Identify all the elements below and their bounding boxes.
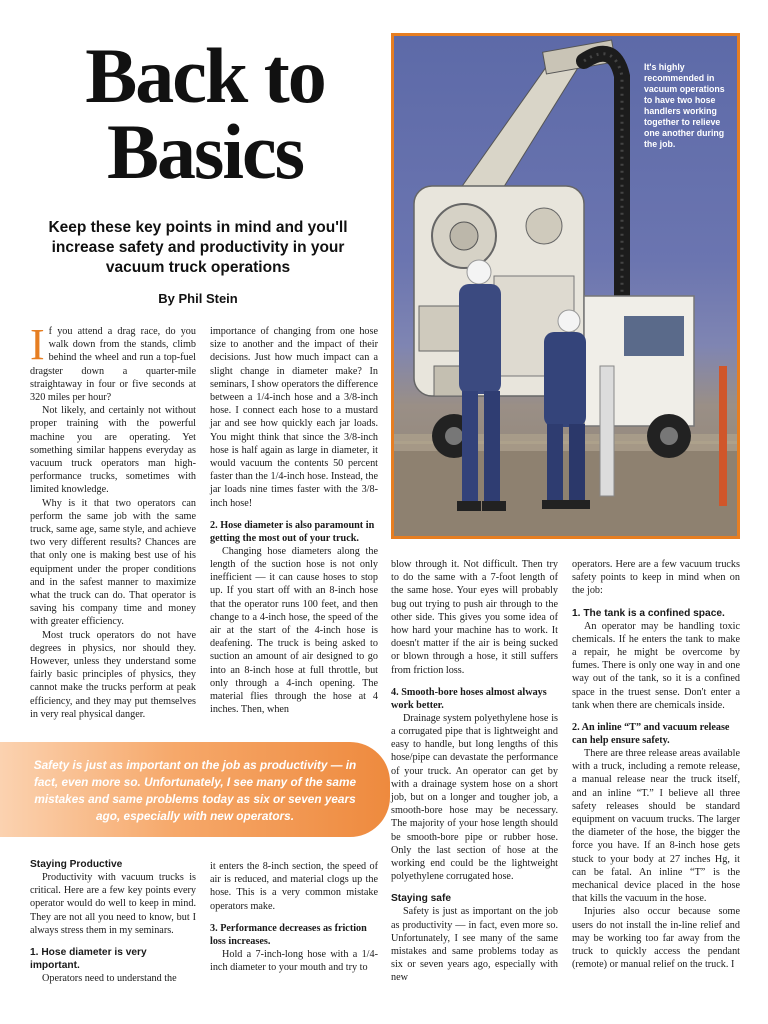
section-heading: 2. Hose diameter is also paramount in getting the most out of your truck.	[210, 519, 375, 544]
body-column-2	[210, 325, 378, 716]
paragraph: Drainage system polyethylene hose is a corrugated pipe that is lightweight and easy to handle, but long lengths of this hose/pipe can devastate the performance of your truck. An operator can get by with a drainage system hose on a short job, but on a longer and tougher job, a smooth-bore hose may be necessary. The majority of your hose length should be smooth-bore pipe or rubber hose. Only the last section of hose at the working end could be the lightweight polyethylene corrugated hose.	[391, 712, 558, 883]
paragraph: it enters the 8-inch section, the speed of air is reduced, and material clogs up the hose. This is a very common mistake operators make.	[210, 861, 378, 912]
paragraph: Productivity with vacuum trucks is critical. Here are a few key points every operator would do well to keep in mind. They are not all you need to know, but I always stress them in my seminars.	[30, 872, 196, 936]
article-subtitle: Keep these key points in mind and you'll increase safety and productivity in your vacuum truck operations	[48, 219, 348, 276]
section-heading: Staying Productive	[30, 859, 123, 870]
paragraph-text: f you attend a drag race, do you walk down from the stands, climb behind the wheel and run a top-fuel dragster down a quarter-mile straightaway in four or five seconds at 320 miles per hour?	[30, 326, 196, 404]
drop-cap: I	[30, 320, 45, 369]
paragraph: An operator may be handling toxic chemicals. If he enters the tank to make a repair, he might be overcome by fumes. There is only one way in and one way out of the tank, so it is a confined space in the truest sense. Don't enter a tank when there are chemicals inside.	[572, 620, 740, 711]
body-column-4	[572, 558, 740, 971]
paragraph: blow through it. Not difficult. Then try to do the same with a 7-foot length of the same hose. Your eyes will probably bug out trying to push air through to the other side. This gives you some idea of how hard your machine has to work. It doesn't matter if the air is being sucked or blown through a hose, it still suffers from friction loss.	[391, 559, 558, 676]
paragraph: Injuries also occur because some users do not install the in-line relief and may be working too far away from the truck to quickly access the pendant (remote) or manual relief on the truck. I	[572, 906, 740, 971]
article-title	[60, 32, 350, 195]
paragraph: There are three release areas available with a truck, including a remote release, a manual release near the truck itself, and an inline “T.” I believe all three safety releases should be standard equipment on vacuum trucks. The larger the diameter of the hose, the bigger the force you have. If an 8-inch hose gets stuck to your body at 27 inches Hg, it can be fatal. An inline “T” is the mechanical device placed in the hose that kills the vacuum in the hose.	[572, 748, 740, 905]
photo-caption: It's highly recommended in vacuum operations to have two hose handlers working together to relieve one another during the job.	[644, 62, 725, 149]
body-column-6	[210, 860, 378, 974]
section-heading: 4. Smooth-bore hoses almost always work better.	[391, 686, 547, 711]
paragraph: operators. Here are a few vacuum trucks safety points to keep in mind when on the job:	[572, 559, 740, 597]
paragraph: Operators need to understand the	[42, 973, 177, 985]
body-column-5	[30, 858, 196, 985]
pull-quote: Safety is just as important on the job as productivity — in fact, even more so. Unfortunately, I see many of the same mistakes and same problems today as six or seven years ago, especially with new operators.	[0, 742, 390, 837]
title-line-1: Back to	[85, 32, 325, 119]
paragraph: Changing hose diameters along the length of the suction hose is not only inefficient — it can cause hoses to stop up. If you start off with an 8-inch hose that the operator runs 100 feet, and then change to a 4-inch hose, the speed of the air at the start of the 4-inch hose is deafening. The truck is being asked to suction an amount of air designed to go into an 8-inch hose at full throttle, but only through a 4-inch opening. The material flies through the hose at 4 inches. Then, when	[210, 545, 378, 716]
body-column-3	[391, 558, 558, 985]
section-heading: Staying safe	[391, 893, 452, 905]
paragraph: Why is it that two operators can perform the same job with the same truck, same age, same style, and achieve two very different results? Chances are that only one is making best use of his equipment under the proper conditions and in the safest manner to maximize what the truck can do. That operator is saving his company time and money with greater efficiency.	[30, 497, 196, 628]
section-heading: 2. An inline “T” and vacuum release can help ensure safety.	[572, 722, 730, 747]
paragraph: Hold a 7-inch-long hose with a 1/4-inch diameter to your mouth and try to	[210, 948, 378, 974]
paragraph	[30, 320, 196, 404]
body-column-1	[30, 320, 196, 721]
section-heading: 1. Hose diameter is very important.	[30, 947, 147, 972]
article-byline: By Phil Stein	[158, 291, 238, 306]
paragraph: Not likely, and certainly not without proper training with the powerful machine you are operating. Yet something similar happens everyday as vacuum truck operators man high-performance trucks, sometimes with limited knowledge.	[30, 405, 196, 496]
paragraph: importance of changing from one hose size to another and the impact of their decisions. Just how much impact can a slight change in diameter make? In seminars, I show operators the difference between a 1/4-inch hose and a 3/8-inch hose. I connect each hose to a mustard jar and see how quickly each jar loads. You might think that since the 3/8-inch hose is half again as large in diameter, it would vacuum the contents 50 percent faster than the 1/4-inch hose. Instead, the jar loads nine times faster with the 3/8-inch hose!	[210, 326, 378, 509]
title-line-2: Basics	[106, 108, 304, 195]
paragraph: Most truck operators do not have degrees in physics, nor should they. However, unless they understand some fairly basic principles of physics, they cannot make the trucks perform at peak efficiency, and they may put themselves in very real physical danger.	[30, 629, 196, 720]
section-heading: 1. The tank is a confined space.	[572, 607, 725, 619]
paragraph: Safety is just as important on the job as productivity — in fact, even more so. Unfortunately, I see many of the same mistakes and same problems today as six or seven years ago, especially with new	[391, 906, 558, 984]
vacuum-truck-photo	[391, 33, 740, 539]
section-heading: 3. Performance decreases as friction loss increases.	[210, 922, 367, 947]
